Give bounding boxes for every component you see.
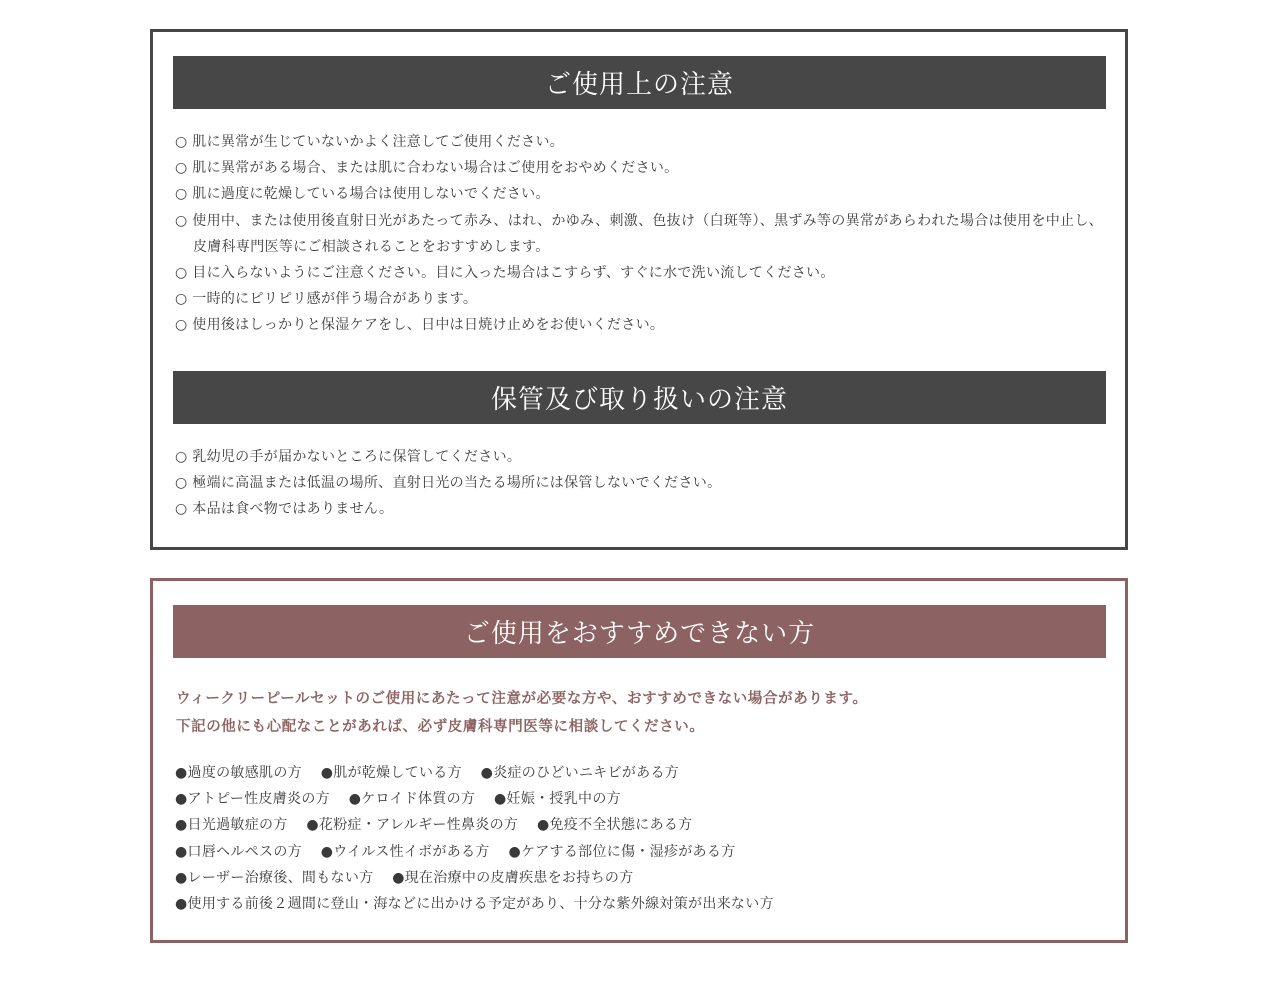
usage-caution-list (175, 129, 1110, 339)
not-recommended-heading (173, 605, 1106, 658)
list-item: ○ 一時的にピリピリ感が伴う場合があります。 (175, 291, 478, 308)
list-item: ○ 肌に異常が生じていないかよく注意してご使用ください。 (175, 134, 565, 150)
list-item: ○ 肌に過度に乾燥している場合は使用しないでください。 (175, 186, 550, 203)
list-item: ●肌が乾燥している方 (320, 765, 462, 781)
not-recommended-lead (176, 685, 1106, 741)
list-item: ●アトピー性皮膚炎の方 (175, 791, 330, 808)
storage-caution-list (175, 444, 1110, 523)
storage-caution-title: 保管及び取り扱いの注意 (490, 385, 788, 415)
lead-line: 下記の他にも心配なことがあれば、必ず皮膚科専門医等に相談してください。 (176, 719, 705, 735)
usage-caution-title: ご使用上の注意 (544, 70, 734, 100)
not-recommended-panel (150, 578, 1128, 943)
not-recommended-title: ご使用をおすすめできない方 (463, 619, 816, 649)
list-item: ●妊娠・授乳中の方 (494, 791, 621, 808)
list-item: ●日光過敏症の方 (175, 817, 288, 834)
list-row (175, 839, 1105, 865)
list-item: ●口唇ヘルペスの方 (175, 843, 302, 860)
list-row (175, 891, 1105, 917)
list-item: ●使用する前後２週間に登山・海などに出かける予定があり、十分な紫外線対策が出来ない方 (175, 896, 774, 913)
list-item: ●ウイルス性イボがある方 (320, 843, 490, 860)
list-item: ○ 使用後はしっかりと保湿ケアをし、日中は日焼け止めをお使いください。 (175, 317, 665, 334)
list-item: ○ 使用中、または使用後直射日光があたって赤み、はれ、かゆみ、刺激、色抜け（白斑等）、黒ずみ等の異常があらわれた場合は使用を中止し、皮膚科専門医等にご相談されることをおすすめします。 (175, 212, 1103, 255)
caution-panel (150, 29, 1128, 550)
list-item: ○ 乳幼児の手が届かないところに保管してください。 (175, 449, 522, 465)
not-recommended-list (175, 760, 1105, 917)
list-item: ●ケアする部位に傷・湿疹がある方 (508, 843, 736, 860)
storage-caution-heading (173, 371, 1106, 424)
list-item: ○ 肌に異常がある場合、または肌に合わない場合はご使用をおやめください。 (175, 160, 679, 177)
list-item: ○ 本品は食べ物ではありません。 (175, 501, 394, 518)
list-item: ●現在治療中の皮膚疾患をお持ちの方 (392, 869, 634, 886)
lead-line: ウィークリーピールセットのご使用にあたって注意が必要な方や、おすすめできない場合があります。 (176, 691, 868, 707)
list-item: ●過度の敏感肌の方 (175, 765, 302, 781)
usage-caution-heading (173, 56, 1106, 109)
list-item: ●炎症のひどいニキビがある方 (480, 765, 680, 781)
list-row (175, 786, 1105, 812)
list-row (175, 812, 1105, 838)
list-item: ○ 目に入らないようにご注意ください。目に入った場合はこすらず、すぐに水で洗い流してください。 (175, 265, 835, 282)
list-row (175, 865, 1105, 891)
list-item: ●ケロイド体質の方 (348, 791, 476, 808)
list-item: ●花粉症・アレルギー性鼻炎の方 (306, 817, 519, 834)
list-item: ○ 極端に高温または低温の場所、直射日光の当たる場所には保管しないでください。 (175, 475, 722, 492)
list-item: ●レーザー治療後、間もない方 (175, 869, 374, 886)
list-row (175, 760, 1105, 786)
list-item: ●免疫不全状態にある方 (536, 817, 693, 834)
